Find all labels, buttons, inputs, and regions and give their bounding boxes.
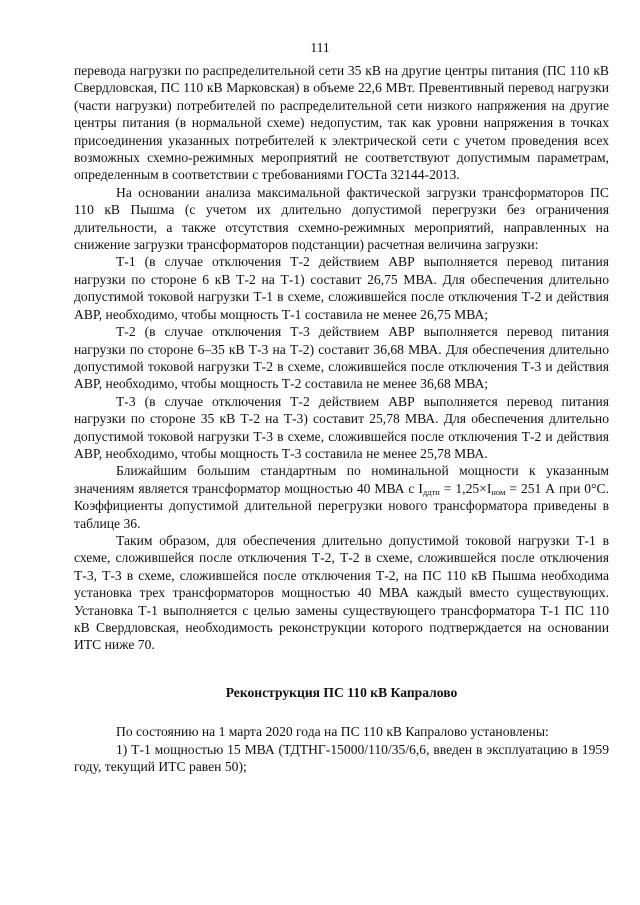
paragraph-t1: Т-1 (в случае отключения Т-2 действием АВР выполняется перевод питания нагрузки по стороне 6 кВ Т-2 на Т-1) составит 26,75 МВА. Для обеспечения длительно допустимой токовой нагрузки Т-1 в схеме, сложившейся после отключения Т-2 и действия АВР, необходимо, чтобы мощность Т-1 составила не менее 26,75 МВА; — [74, 254, 609, 322]
formula-text-middle: = 1,25×I — [439, 480, 492, 496]
formula-text-before: Ближайшим большим стандартным по номинальной мощности к указанным значениям является трансформатор мощностью 40 МВА с I — [74, 463, 609, 496]
formula-subscript-ddtn: ддтн — [422, 486, 440, 497]
paragraph-analysis: На основании анализа максимальной фактической загрузки трансформаторов ПС 110 кВ Пышма (с учетом их длительно допустимой перегрузки без ограничения длительности, а также отсутствия схемно-режимных мероприятий, направленных на снижение загрузки трансформаторов подстанции) расчетная величина загрузки: — [74, 184, 609, 253]
paragraph-t2: Т-2 (в случае отключения Т-3 действием АВР выполняется перевод питания нагрузки по стороне 6–35 кВ Т-3 на Т-2) составит 36,68 МВА. Для обеспечения длительно допустимой токовой нагрузки Т-2 в схеме, сложившейся после отключения Т-3 и действия АВР, необходимо, чтобы мощность Т-2 составила не менее 36,68 МВА; — [74, 324, 609, 392]
section-title: Реконструкция ПС 110 кВ Капралово — [225, 684, 458, 700]
paragraph-standard-transformer — [74, 462, 609, 532]
formula-subscript-nom: ном — [491, 486, 506, 497]
paragraph-t3: Т-3 (в случае отключения Т-2 действием АВР выполняется перевод питания нагрузки по стороне 35 кВ Т-2 на Т-3) составит 25,78 МВА. Для обеспечения длительно допустимой токовой нагрузки Т-3 в схеме, сложившейся после отключения Т-2 и действия АВР, необходимо, чтобы мощность Т-3 составила не менее 25,78 МВА. — [74, 393, 609, 461]
paragraph-list-item-1: 1) Т-1 мощностью 15 МВА (ТДТНГ-15000/110/35/6,6, введен в эксплуатацию в 1959 году, текущий ИТС равен 50); — [74, 741, 609, 775]
spacer — [74, 701, 609, 723]
page-number: 111 — [310, 40, 330, 55]
paragraph-continued: перевода нагрузки по распределительной сети 35 кВ на другие центры питания (ПС 110 кВ Свердловская, ПС 110 кВ Марковская) в объеме 22,6 МВт. Превентивный перевод нагрузки (части нагрузки) потребителей по распределительной сети низкого напряжения на другие центры питания (в нормальной схеме) недопустим, так как уровни напряжения в точках присоединения указанных потребителей к электрической сети с учетом проведения всех возможных схемно-режимных мероприятий не соответствуют допустимым параметрам, определенным в соответствии с требованиями ГОСТа 32144-2013. — [74, 63, 609, 183]
document-body — [74, 62, 609, 775]
paragraph-status-intro: По состоянию на 1 марта 2020 года на ПС 110 кВ Капралово установлены: — [116, 724, 549, 740]
paragraph-conclusion: Таким образом, для обеспечения длительно допустимой токовой нагрузки Т-1 в схеме, сложившейся после отключения Т-2, Т-2 в схеме, сложившейся после отключения Т-3, Т-3 в схеме, сложившейся после отключения Т-2, на ПС 110 кВ Пышма необходима установка трех трансформаторов мощностью 40 МВА каждый вместо существующих. Установка Т-1 выполняется с целью замены существующего трансформатора Т-1 ПС 110 кВ Свердловская, необходимость реконструкции которого подтверждается на основании ИТС ниже 70. — [74, 532, 609, 653]
formula-text-after: = 251 А при 0°С. Коэффициенты допустимой длительной перегрузки нового трансформатора приведены в таблице 36. — [74, 480, 609, 531]
spacer — [74, 654, 609, 684]
